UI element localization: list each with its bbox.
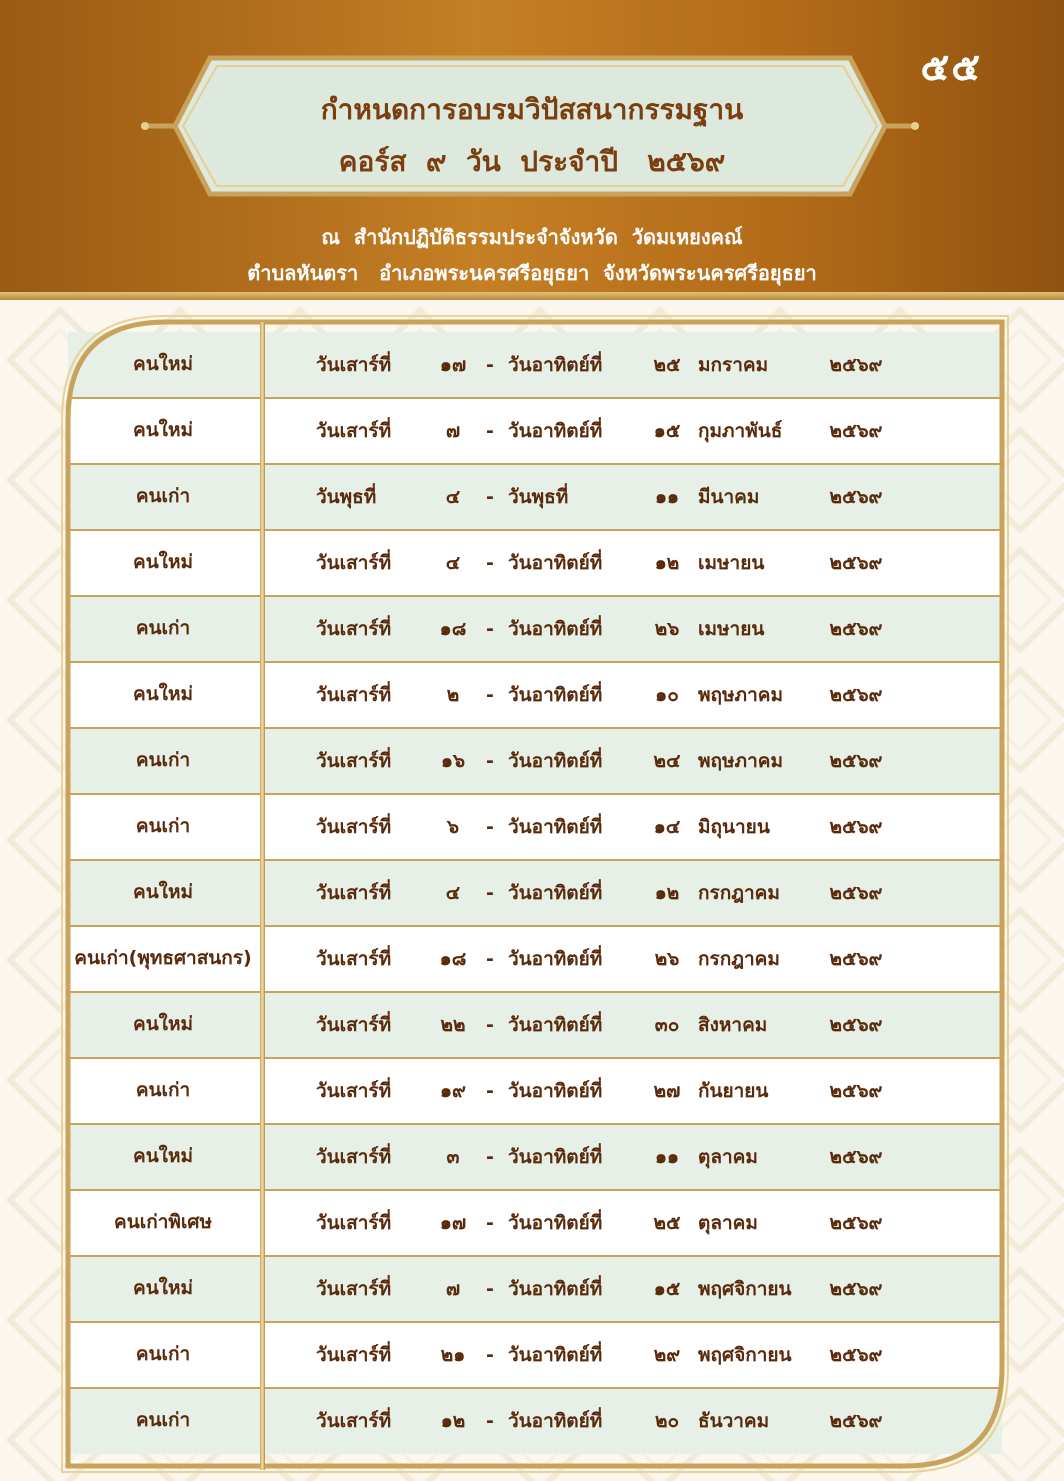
start-day: วันเสาร์ที่ xyxy=(316,1344,392,1366)
year: ๒๕๖๙ xyxy=(829,1344,883,1366)
start-date: ๑๘ xyxy=(439,948,467,970)
end-date: ๒๕ xyxy=(653,354,681,376)
year: ๒๕๖๙ xyxy=(829,882,883,904)
date-range-dash: - xyxy=(486,684,494,706)
end-day: วันอาทิตย์ที่ xyxy=(508,882,603,904)
end-day: วันอาทิตย์ที่ xyxy=(508,948,603,970)
page-number: ๕๕ xyxy=(920,45,982,89)
start-date: ๑๖ xyxy=(440,750,466,772)
month: เมษายน xyxy=(698,552,765,574)
course-type-label: คนเก่า xyxy=(135,1343,191,1366)
course-type-label: คนเก่า xyxy=(135,485,191,508)
end-date: ๒๕ xyxy=(653,1212,681,1234)
end-day: วันอาทิตย์ที่ xyxy=(508,1212,603,1234)
date-range-dash: - xyxy=(486,1278,494,1300)
end-day: วันอาทิตย์ที่ xyxy=(508,1080,603,1102)
year: ๒๕๖๙ xyxy=(829,1278,883,1300)
course-type-label: คนเก่า xyxy=(135,1409,191,1432)
start-date: ๔ xyxy=(445,552,461,574)
month: ธันวาคม xyxy=(698,1410,770,1432)
course-type-label: คนเก่า xyxy=(135,815,191,838)
date-range-dash: - xyxy=(486,1212,494,1234)
start-day: วันเสาร์ที่ xyxy=(316,420,392,442)
start-day: วันเสาร์ที่ xyxy=(316,1410,392,1432)
course-type-label: คนใหม่ xyxy=(132,683,194,706)
end-day: วันอาทิตย์ที่ xyxy=(508,1344,603,1366)
start-day: วันเสาร์ที่ xyxy=(316,1278,392,1300)
start-day: วันเสาร์ที่ xyxy=(316,552,392,574)
start-date: ๑๗ xyxy=(439,1212,467,1234)
course-type-label: คนใหม่ xyxy=(132,1277,194,1300)
end-day: วันอาทิตย์ที่ xyxy=(508,1278,603,1300)
month: ตุลาคม xyxy=(698,1212,758,1234)
title-line-2: คอร์ส ๙ วัน ประจำปี ๒๕๖๙ xyxy=(338,145,726,178)
start-date: ๒ xyxy=(446,684,460,706)
end-date: ๒๔ xyxy=(653,750,681,772)
end-date: ๑๑ xyxy=(654,486,680,508)
start-date: ๔ xyxy=(445,486,461,508)
start-day: วันเสาร์ที่ xyxy=(316,882,392,904)
start-date: ๑๘ xyxy=(439,618,467,640)
year: ๒๕๖๙ xyxy=(829,486,883,508)
year: ๒๕๖๙ xyxy=(829,948,883,970)
year: ๒๕๖๙ xyxy=(829,816,883,838)
end-date: ๑๕ xyxy=(653,1278,681,1300)
location-line-1: ณ สำนักปฏิบัติธรรมประจำจังหวัด วัดมเหยงคณ์ xyxy=(321,225,743,249)
start-date: ๔ xyxy=(445,882,461,904)
date-range-dash: - xyxy=(486,750,494,772)
year: ๒๕๖๙ xyxy=(829,552,883,574)
date-range-dash: - xyxy=(486,1146,494,1168)
end-date: ๓๐ xyxy=(654,1014,680,1036)
course-type-label: คนเก่า xyxy=(135,1079,191,1102)
date-range-dash: - xyxy=(486,1410,494,1432)
end-day: วันอาทิตย์ที่ xyxy=(508,618,603,640)
month: พฤศจิกายน xyxy=(698,1278,792,1300)
end-date: ๑๔ xyxy=(653,816,681,838)
year: ๒๕๖๙ xyxy=(829,750,883,772)
date-range-dash: - xyxy=(486,882,494,904)
location-line-2: ตำบลหันตรา อำเภอพระนครศรีอยุธยา จังหวัดพระนครศรีอยุธยา xyxy=(247,261,817,285)
course-type-label: คนใหม่ xyxy=(132,353,194,376)
end-date: ๑๒ xyxy=(654,882,680,904)
start-date: ๗ xyxy=(445,420,461,442)
end-day: วันอาทิตย์ที่ xyxy=(508,750,603,772)
end-day: วันอาทิตย์ที่ xyxy=(508,1146,603,1168)
end-day: วันอาทิตย์ที่ xyxy=(508,684,603,706)
end-date: ๑๐ xyxy=(655,684,679,706)
course-type-label: คนใหม่ xyxy=(132,1013,194,1036)
start-day: วันเสาร์ที่ xyxy=(316,684,392,706)
date-range-dash: - xyxy=(486,948,494,970)
date-range-dash: - xyxy=(486,486,494,508)
title-line-1: กำหนดการอบรมวิปัสสนากรรมฐาน xyxy=(320,93,744,126)
month: กันยายน xyxy=(698,1080,769,1102)
year: ๒๕๖๙ xyxy=(829,1014,883,1036)
end-day: วันอาทิตย์ที่ xyxy=(508,816,603,838)
month: พฤศจิกายน xyxy=(698,1344,792,1366)
month: พฤษภาคม xyxy=(698,750,783,772)
date-range-dash: - xyxy=(486,618,494,640)
end-day: วันอาทิตย์ที่ xyxy=(508,1410,603,1432)
start-day: วันเสาร์ที่ xyxy=(316,1146,392,1168)
end-day: วันอาทิตย์ที่ xyxy=(508,420,603,442)
end-day: วันอาทิตย์ที่ xyxy=(508,1014,603,1036)
start-day: วันเสาร์ที่ xyxy=(316,1080,392,1102)
start-date: ๑๒ xyxy=(440,1410,466,1432)
end-date: ๒๖ xyxy=(654,618,680,640)
end-date: ๒๙ xyxy=(653,1344,681,1366)
date-range-dash: - xyxy=(486,354,494,376)
date-range-dash: - xyxy=(486,1080,494,1102)
month: ตุลาคม xyxy=(698,1146,758,1168)
year: ๒๕๖๙ xyxy=(829,354,883,376)
course-type-label: คนเก่า xyxy=(74,947,129,970)
column-divider xyxy=(260,322,265,1470)
course-type-label: คนเก่า xyxy=(135,617,191,640)
start-day: วันเสาร์ที่ xyxy=(316,618,392,640)
date-range-dash: - xyxy=(486,420,494,442)
year: ๒๕๖๙ xyxy=(829,684,883,706)
month: กรกฎาคม xyxy=(698,882,780,904)
start-date: ๓ xyxy=(446,1146,460,1168)
month: เมษายน xyxy=(698,618,765,640)
start-day: วันเสาร์ที่ xyxy=(316,1014,392,1036)
end-day: วันอาทิตย์ที่ xyxy=(508,552,603,574)
table-frame xyxy=(0,300,1064,1481)
start-date: ๖ xyxy=(446,816,460,838)
month: พฤษภาคม xyxy=(698,684,783,706)
end-date: ๑๑ xyxy=(654,1146,680,1168)
course-type-label: คนใหม่ xyxy=(132,1145,194,1168)
month: มิถุนายน xyxy=(698,816,770,838)
start-day: วันพุธที่ xyxy=(316,486,377,508)
start-date: ๒๑ xyxy=(440,1344,466,1366)
date-range-dash: - xyxy=(486,1344,494,1366)
start-date: ๑๗ xyxy=(439,354,467,376)
date-range-dash: - xyxy=(486,816,494,838)
end-date: ๑๕ xyxy=(653,420,681,442)
end-date: ๒๐ xyxy=(654,1410,680,1432)
start-date: ๒๒ xyxy=(440,1014,466,1036)
start-day: วันเสาร์ที่ xyxy=(316,354,392,376)
header-gold-line xyxy=(0,292,1064,300)
start-day: วันเสาร์ที่ xyxy=(316,750,392,772)
year: ๒๕๖๙ xyxy=(829,1212,883,1234)
course-type-label: คนใหม่ xyxy=(132,419,194,442)
date-range-dash: - xyxy=(486,552,494,574)
date-range-dash: - xyxy=(486,1014,494,1036)
year: ๒๕๖๙ xyxy=(829,1410,883,1432)
end-day: วันพุธที่ xyxy=(508,486,569,508)
month: กุมภาพันธ์ xyxy=(698,420,783,442)
start-date: ๑๙ xyxy=(440,1080,466,1102)
month: มีนาคม xyxy=(698,486,760,508)
course-type-label: คนเก่าพิเศษ xyxy=(114,1211,212,1234)
course-type-note: (พุทธศาสนกร) xyxy=(128,947,252,970)
start-day: วันเสาร์ที่ xyxy=(316,816,392,838)
month: สิงหาคม xyxy=(698,1014,768,1036)
month: มกราคม xyxy=(698,354,769,376)
start-day: วันเสาร์ที่ xyxy=(316,1212,392,1234)
end-date: ๒๖ xyxy=(654,948,680,970)
course-type-label: คนใหม่ xyxy=(132,551,194,574)
year: ๒๕๖๙ xyxy=(829,1080,883,1102)
year: ๒๕๖๙ xyxy=(829,420,883,442)
year: ๒๕๖๙ xyxy=(829,1146,883,1168)
start-date: ๗ xyxy=(445,1278,461,1300)
course-type-label: คนเก่า xyxy=(135,749,191,772)
month: กรกฎาคม xyxy=(698,948,780,970)
end-date: ๑๒ xyxy=(654,552,680,574)
end-day: วันอาทิตย์ที่ xyxy=(508,354,603,376)
course-type-label: คนใหม่ xyxy=(132,881,194,904)
start-day: วันเสาร์ที่ xyxy=(316,948,392,970)
year: ๒๕๖๙ xyxy=(829,618,883,640)
end-date: ๒๗ xyxy=(653,1080,681,1102)
